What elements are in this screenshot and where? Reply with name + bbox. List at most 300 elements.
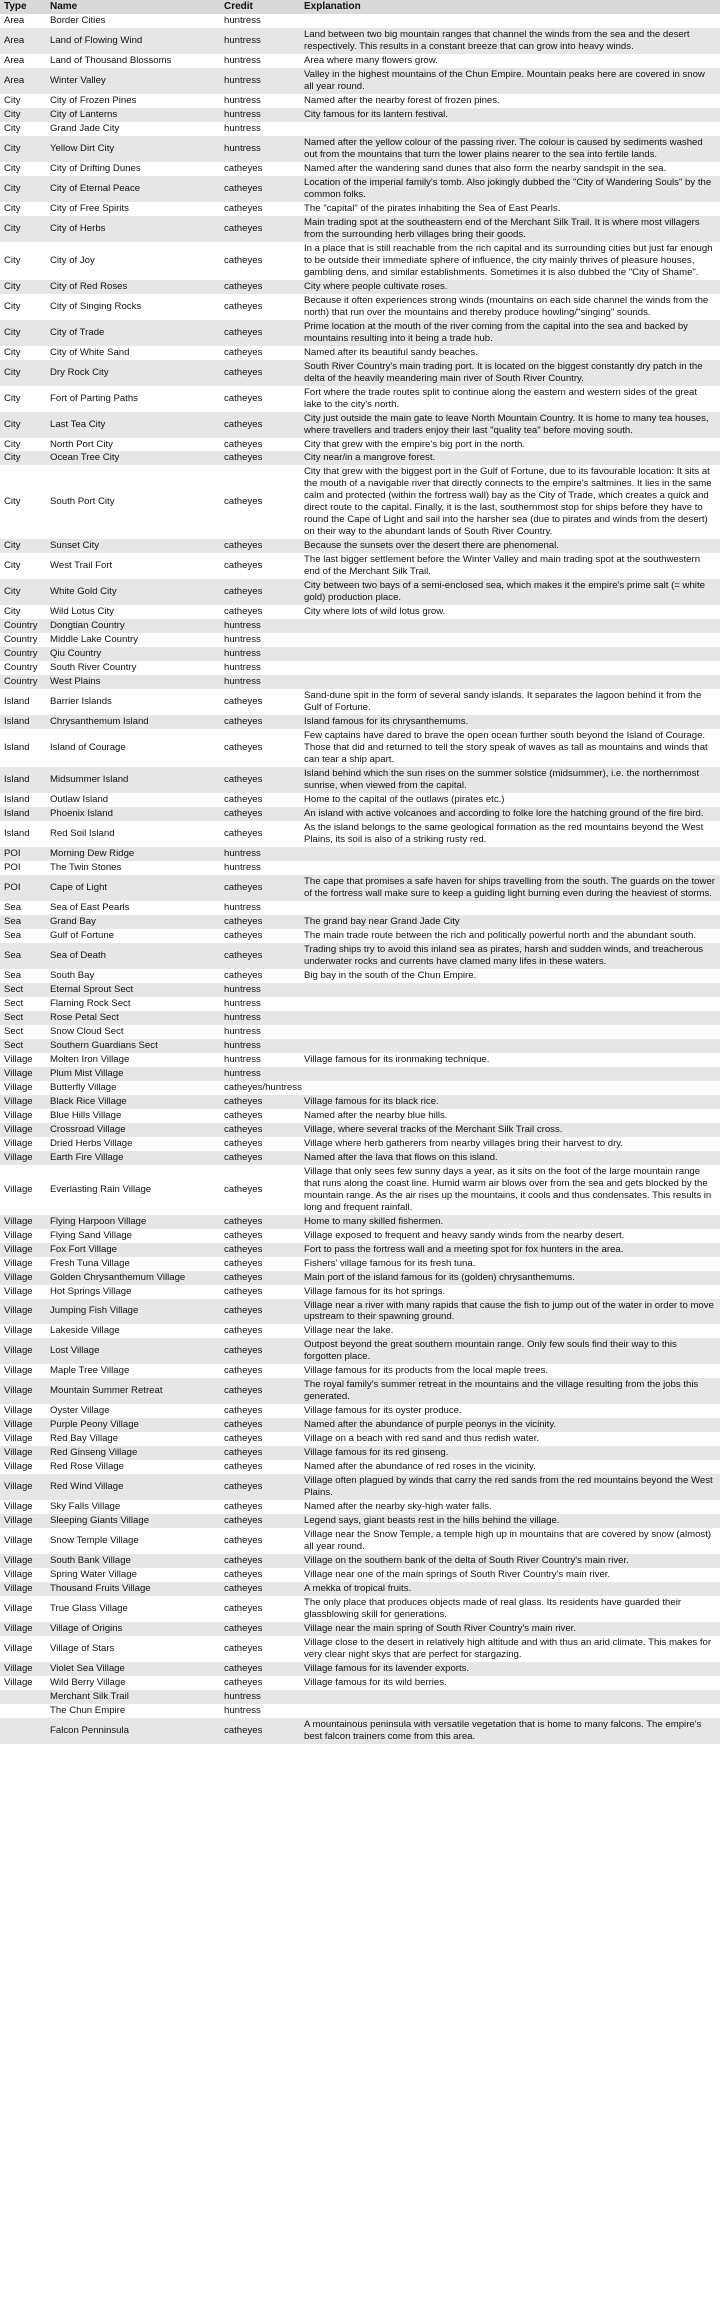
cell-name: Fresh Tuna Village [46,1257,220,1271]
cell-name: Fort of Parting Paths [46,386,220,412]
cell-credit: catheyes [220,793,300,807]
cell-name: Village of Origins [46,1622,220,1636]
cell-explanation: Main trading spot at the southeastern end of the Merchant Silk Trail. It is where most villagers from the surrounding herb villages bring their goods. [300,216,720,242]
cell-explanation: The "capital" of the pirates inhabiting the Sea of East Pearls. [300,202,720,216]
cell-credit: catheyes [220,1500,300,1514]
cell-credit: catheyes [220,1622,300,1636]
cell-type: Village [0,1137,46,1151]
cell-name: Grand Bay [46,915,220,929]
table-row [0,1257,720,1271]
cell-credit: catheyes [220,1636,300,1662]
cell-name: Oyster Village [46,1404,220,1418]
cell-explanation: Village famous for its products from the local maple trees. [300,1364,720,1378]
cell-credit: huntress [220,633,300,647]
cell-type: Sea [0,915,46,929]
cell-type: Village [0,1243,46,1257]
cell-explanation: The cape that promises a safe haven for ships travelling from the south. The guards on the tower of the fortress wall make sure to keep a guiding light burning even during the heaviest of storms. [300,875,720,901]
cell-type: City [0,346,46,360]
cell-type: City [0,216,46,242]
cell-type: Village [0,1165,46,1215]
table-row [0,108,720,122]
cell-explanation: Village that only sees few sunny days a year, as it sits on the foot of the large mountain range that runs along the coast line. Humid warm air blows over from the sea and gets blocked by the mountain range. As the air rises up the mountains, it cools and thus condensates. This results in long and frequent rainfall. [300,1165,720,1215]
cell-explanation: Home to the capital of the outlaws (pirates etc.) [300,793,720,807]
cell-credit: catheyes [220,1404,300,1418]
cell-type: POI [0,861,46,875]
cell-explanation [300,1704,720,1718]
cell-type: Village [0,1338,46,1364]
cell-name: Land of Thousand Blossoms [46,54,220,68]
cell-name: Plum Mist Village [46,1067,220,1081]
cell-explanation: Village on a beach with red sand and thus redish water. [300,1432,720,1446]
cell-name: City of Lanterns [46,108,220,122]
table-row [0,1053,720,1067]
table-row [0,767,720,793]
table-row [0,294,720,320]
table-row [0,1299,720,1325]
cell-explanation: Village close to the desert in relatively high altitude and with thus an arid climate. This makes for very clear night skys that are perfect for stargazing. [300,1636,720,1662]
cell-type: Village [0,1582,46,1596]
cell-name: Everlasting Rain Village [46,1165,220,1215]
cell-name: Gulf of Fortune [46,929,220,943]
cell-name: Spring Water Village [46,1568,220,1582]
cell-name: Yellow Dirt City [46,136,220,162]
table-row [0,1039,720,1053]
cell-explanation: Fort to pass the fortress wall and a meeting spot for fox hunters in the area. [300,1243,720,1257]
cell-explanation: Outpost beyond the great southern mountain range. Only few souls find their way to this forgotten place. [300,1338,720,1364]
cell-credit: catheyes [220,1528,300,1554]
table-row [0,1364,720,1378]
cell-type: Village [0,1662,46,1676]
cell-type: Village [0,1474,46,1500]
cell-explanation: The only place that produces objects made of real glass. Its residents have guarded their glassblowing skill for generations. [300,1596,720,1622]
cell-explanation: An island with active volcanoes and according to folke lore the hatching ground of the fire bird. [300,807,720,821]
cell-type: Village [0,1460,46,1474]
cell-type: City [0,294,46,320]
table-row [0,136,720,162]
cell-credit: catheyes [220,553,300,579]
table-row [0,983,720,997]
cell-explanation: Home to many skilled fishermen. [300,1215,720,1229]
table-row [0,1474,720,1500]
table-row [0,793,720,807]
cell-credit: catheyes [220,1109,300,1123]
cell-credit: catheyes [220,1271,300,1285]
cell-credit: huntress [220,847,300,861]
cell-name: Sunset City [46,539,220,553]
header-name: Name [46,0,220,14]
table-row [0,1636,720,1662]
cell-name: City of Drifting Dunes [46,162,220,176]
cell-explanation: Because it often experiences strong winds (mountains on each side channel the winds from the north) that run over the mountains and thereby produce howling/"singing" sounds. [300,294,720,320]
cell-type: Country [0,619,46,633]
cell-type: Village [0,1446,46,1460]
cell-name: Midsummer Island [46,767,220,793]
cell-explanation [300,633,720,647]
cell-type: POI [0,847,46,861]
cell-type [0,1704,46,1718]
cell-type: City [0,360,46,386]
table-row [0,28,720,54]
table-row [0,1528,720,1554]
cell-type: City [0,412,46,438]
cell-credit: catheyes [220,176,300,202]
header-explanation: Explanation [300,0,720,14]
cell-explanation: Named after the nearby sky-high water falls. [300,1500,720,1514]
cell-credit: catheyes [220,1137,300,1151]
cell-explanation: Named after the lava that flows on this island. [300,1151,720,1165]
cell-type: City [0,280,46,294]
table-row [0,386,720,412]
cell-type: City [0,553,46,579]
cell-type: Sea [0,929,46,943]
table-row [0,901,720,915]
cell-type: Sea [0,943,46,969]
table-row [0,162,720,176]
cell-type: City [0,605,46,619]
cell-credit: catheyes [220,969,300,983]
table-row [0,1662,720,1676]
table-row [0,451,720,465]
cell-credit: huntress [220,901,300,915]
cell-name: Red Bay Village [46,1432,220,1446]
cell-name: Qiu Country [46,647,220,661]
cell-type: City [0,122,46,136]
cell-type: Village [0,1123,46,1137]
table-row [0,1338,720,1364]
table-row [0,1285,720,1299]
cell-name: Outlaw Island [46,793,220,807]
cell-type: Village [0,1053,46,1067]
cell-type: City [0,465,46,539]
cell-explanation [300,1011,720,1025]
cell-explanation: Village near a river with many rapids that cause the fish to jump out of the water in order to move upstream to their spawning ground. [300,1299,720,1325]
cell-name: Mountain Summer Retreat [46,1378,220,1404]
cell-type: Island [0,807,46,821]
cell-name: Falcon Penninsula [46,1718,220,1744]
cell-credit: catheyes [220,715,300,729]
table-row [0,929,720,943]
cell-name: Phoenix Island [46,807,220,821]
cell-name: Thousand Fruits Village [46,1582,220,1596]
cell-credit: catheyes [220,689,300,715]
cell-name: Fox Fort Village [46,1243,220,1257]
table-row [0,915,720,929]
cell-type: Sect [0,997,46,1011]
cell-name: Snow Cloud Sect [46,1025,220,1039]
cell-explanation: Village near one of the main springs of South River Country's main river. [300,1568,720,1582]
cell-explanation [300,122,720,136]
cell-explanation [300,1690,720,1704]
cell-credit: huntress [220,1011,300,1025]
table-row [0,216,720,242]
cell-name: Red Rose Village [46,1460,220,1474]
cell-credit: catheyes [220,539,300,553]
cell-type: Village [0,1554,46,1568]
cell-explanation: Legend says, giant beasts rest in the hills behind the village. [300,1514,720,1528]
cell-credit: huntress [220,619,300,633]
cell-name: The Chun Empire [46,1704,220,1718]
cell-name: Dried Herbs Village [46,1137,220,1151]
cell-name: City of Joy [46,242,220,280]
cell-name: Wild Berry Village [46,1676,220,1690]
cell-name: Golden Chrysanthemum Village [46,1271,220,1285]
table-row [0,969,720,983]
cell-explanation: Named after the wandering sand dunes that also form the nearby sandspit in the sea. [300,162,720,176]
cell-credit: catheyes [220,875,300,901]
cell-credit: catheyes [220,360,300,386]
cell-credit: catheyes [220,1299,300,1325]
cell-name: Sea of Death [46,943,220,969]
cell-type: Island [0,793,46,807]
cell-name: South River Country [46,661,220,675]
table-row [0,1554,720,1568]
cell-credit: catheyes [220,1338,300,1364]
cell-type: Village [0,1418,46,1432]
cell-credit: catheyes [220,1165,300,1215]
cell-type: Island [0,767,46,793]
cell-type: Village [0,1109,46,1123]
cell-name: Maple Tree Village [46,1364,220,1378]
table-row [0,1109,720,1123]
cell-credit: catheyes [220,1243,300,1257]
cell-explanation: Village famous for its lavender exports. [300,1662,720,1676]
cell-explanation [300,647,720,661]
table-row [0,1271,720,1285]
table-row [0,943,720,969]
table-row [0,122,720,136]
cell-credit: catheyes [220,1215,300,1229]
cell-type: Village [0,1514,46,1528]
cell-explanation: Main port of the island famous for its (golden) chrysanthemums. [300,1271,720,1285]
cell-name: City of Red Roses [46,280,220,294]
table-row [0,1718,720,1744]
cell-explanation: Village near the Snow Temple, a temple high up in mountains that are covered by snow (almost) all year round. [300,1528,720,1554]
cell-type: Village [0,1432,46,1446]
table-row [0,1151,720,1165]
cell-name: City of Eternal Peace [46,176,220,202]
cell-explanation [300,14,720,28]
cell-name: Merchant Silk Trail [46,1690,220,1704]
cell-name: Red Ginseng Village [46,1446,220,1460]
cell-explanation: Location of the imperial family's tomb. Also jokingly dubbed the "City of Wandering Souls" by the common folks. [300,176,720,202]
cell-type: Village [0,1676,46,1690]
cell-explanation: City where lots of wild lotus grow. [300,605,720,619]
table-row [0,553,720,579]
cell-name: Butterfly Village [46,1081,220,1095]
cell-type: POI [0,875,46,901]
cell-credit: catheyes [220,1095,300,1109]
cell-credit: catheyes [220,1364,300,1378]
cell-explanation: Village where herb gatherers from nearby villages bring their harvest to dry. [300,1137,720,1151]
cell-type: Village [0,1081,46,1095]
cell-credit: catheyes [220,386,300,412]
table-row [0,579,720,605]
cell-explanation: City famous for its lantern festival. [300,108,720,122]
cell-explanation: Valley in the highest mountains of the Chun Empire. Mountain peaks here are covered in snow all year round. [300,68,720,94]
table-row [0,465,720,539]
table-row [0,1324,720,1338]
cell-name: Hot Springs Village [46,1285,220,1299]
cell-explanation: Few captains have dared to brave the open ocean further south beyond the Island of Courage. Those that did and returned to tell the story speak of waves as tall as mountains and winds that can tear a ship apart. [300,729,720,767]
cell-type: City [0,202,46,216]
cell-explanation: City that grew with the empire's big port in the north. [300,438,720,452]
cell-type [0,1718,46,1744]
table-row [0,280,720,294]
cell-credit: catheyes/huntress [220,1081,300,1095]
cell-credit: catheyes [220,821,300,847]
cell-explanation: As the island belongs to the same geological formation as the red mountains beyond the West Plains, its soil is also of a striking rusty red. [300,821,720,847]
cell-name: West Plains [46,675,220,689]
table-row [0,1081,720,1095]
table-row [0,875,720,901]
cell-explanation: The main trade route between the rich and politically powerful north and the abundant south. [300,929,720,943]
cell-credit: huntress [220,136,300,162]
table-row [0,689,720,715]
cell-credit: huntress [220,1704,300,1718]
cell-credit: huntress [220,661,300,675]
cell-type: City [0,94,46,108]
table-row [0,1418,720,1432]
cell-type: City [0,242,46,280]
cell-type: Country [0,633,46,647]
table-row [0,997,720,1011]
table-row [0,202,720,216]
cell-name: Morning Dew Ridge [46,847,220,861]
cell-explanation: City between two bays of a semi-enclosed sea, which makes it the empire's prime salt (= white gold) production place. [300,579,720,605]
cell-credit: catheyes [220,767,300,793]
cell-explanation: Named after the nearby blue hills. [300,1109,720,1123]
cell-name: Island of Courage [46,729,220,767]
cell-explanation: Named after the abundance of red roses in the vicinity. [300,1460,720,1474]
table-row [0,715,720,729]
table-row [0,94,720,108]
table-row [0,847,720,861]
cell-explanation: Village near the lake. [300,1324,720,1338]
cell-credit: catheyes [220,1568,300,1582]
cell-name: Red Soil Island [46,821,220,847]
cell-explanation: Fort where the trade routes split to continue along the eastern and western sides of the great lake to the city's north. [300,386,720,412]
cell-type: Village [0,1285,46,1299]
cell-name: Grand Jade City [46,122,220,136]
table-row [0,729,720,767]
cell-credit: catheyes [220,412,300,438]
cell-type: Area [0,54,46,68]
cell-credit: catheyes [220,1676,300,1690]
cell-type: Village [0,1404,46,1418]
table-row [0,1622,720,1636]
table-row [0,1432,720,1446]
cell-name: Rose Petal Sect [46,1011,220,1025]
cell-credit: huntress [220,861,300,875]
cell-name: Southern Guardians Sect [46,1039,220,1053]
cell-explanation [300,1039,720,1053]
cell-name: Black Rice Village [46,1095,220,1109]
cell-name: The Twin Stones [46,861,220,875]
cell-type: Village [0,1299,46,1325]
table-row [0,1011,720,1025]
cell-credit: catheyes [220,465,300,539]
cell-name: City of Free Spirits [46,202,220,216]
cell-type: City [0,579,46,605]
cell-type: Village [0,1378,46,1404]
cell-type: Sect [0,1039,46,1053]
table-row [0,1596,720,1622]
table-row [0,1500,720,1514]
cell-credit: catheyes [220,1285,300,1299]
cell-name: Blue Hills Village [46,1109,220,1123]
cell-name: Jumping Fish Village [46,1299,220,1325]
cell-type: Sect [0,983,46,997]
cell-explanation: In a place that is still reachable from the rich capital and its surrounding cities but just far enough to be outside their immediate sphere of influence, the city mainly thrives of pleasure houses, gambling dens, and similar establishments. Sometimes it is also dubbed the "City of Shame". [300,242,720,280]
cell-credit: catheyes [220,1460,300,1474]
table-row [0,1704,720,1718]
cell-credit: huntress [220,94,300,108]
cell-name: Wild Lotus City [46,605,220,619]
cell-explanation: Named after the nearby forest of frozen pines. [300,94,720,108]
table-row [0,438,720,452]
table-row [0,1676,720,1690]
cell-explanation: Big bay in the south of the Chun Empire. [300,969,720,983]
cell-explanation: Sand-dune spit in the form of several sandy islands. It separates the lagoon behind it from the Gulf of Fortune. [300,689,720,715]
table-row [0,176,720,202]
table-row [0,242,720,280]
cell-name: Sky Falls Village [46,1500,220,1514]
table-row [0,605,720,619]
cell-name: Dry Rock City [46,360,220,386]
cell-name: South Port City [46,465,220,539]
table-row [0,1460,720,1474]
cell-name: Snow Temple Village [46,1528,220,1554]
cell-name: City of Trade [46,320,220,346]
table-row [0,1514,720,1528]
cell-type: City [0,108,46,122]
cell-credit: catheyes [220,294,300,320]
table-row [0,1229,720,1243]
cell-credit: catheyes [220,320,300,346]
cell-type: City [0,136,46,162]
cell-type: Island [0,821,46,847]
cell-name: South Bay [46,969,220,983]
cell-credit: catheyes [220,216,300,242]
cell-credit: catheyes [220,915,300,929]
table-row [0,821,720,847]
cell-explanation [300,619,720,633]
cell-credit: catheyes [220,1324,300,1338]
cell-credit: catheyes [220,280,300,294]
cell-credit: catheyes [220,1474,300,1500]
cell-type [0,1690,46,1704]
cell-type: Area [0,14,46,28]
cell-explanation: A mekka of tropical fruits. [300,1582,720,1596]
cell-type: Sect [0,1025,46,1039]
cell-credit: huntress [220,54,300,68]
cell-type: City [0,162,46,176]
cell-credit: catheyes [220,1229,300,1243]
cell-explanation [300,861,720,875]
cell-credit: catheyes [220,242,300,280]
cell-name: Lost Village [46,1338,220,1364]
cell-explanation: Village exposed to frequent and heavy sandy winds from the nearby desert. [300,1229,720,1243]
cell-name: Sea of East Pearls [46,901,220,915]
cell-credit: catheyes [220,1514,300,1528]
header-credit: Credit [220,0,300,14]
cell-explanation: Island famous for its chrysanthemums. [300,715,720,729]
cell-name: Earth Fire Village [46,1151,220,1165]
cell-credit: huntress [220,1025,300,1039]
table-row [0,14,720,28]
cell-explanation: Fishers' village famous for its fresh tuna. [300,1257,720,1271]
cell-type: Village [0,1151,46,1165]
